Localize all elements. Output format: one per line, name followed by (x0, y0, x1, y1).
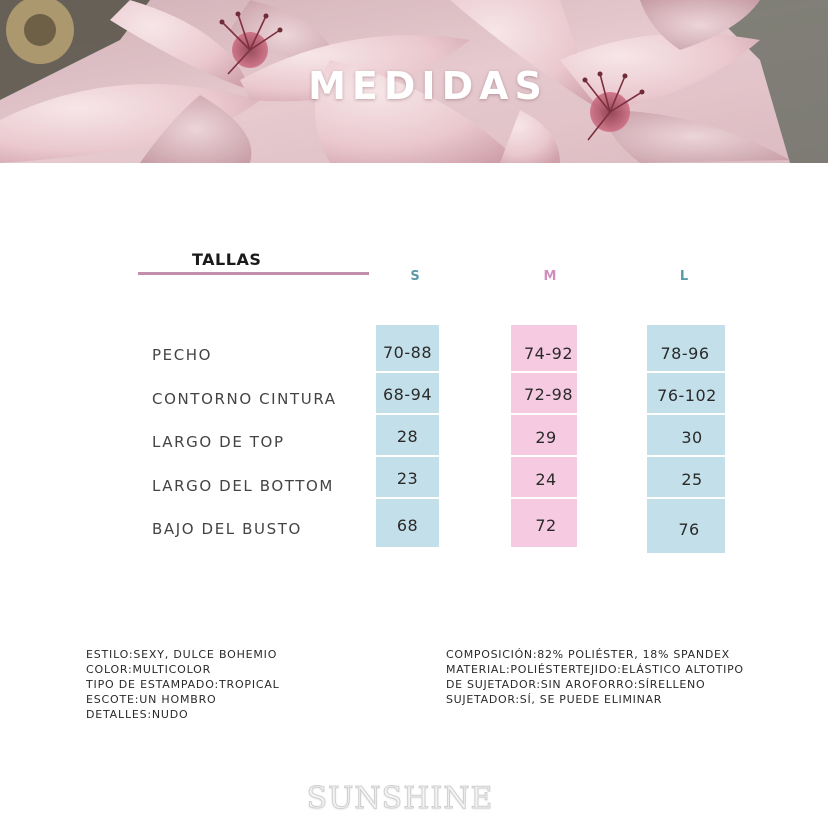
detail-composicion: COMPOSICIÓN:82% POLIÉSTER, 18% SPANDEX (446, 648, 730, 661)
cell-bottom-m: 24 (535, 470, 557, 489)
details-left (86, 647, 280, 722)
detail-color: COLOR:MULTICOLOR (86, 663, 212, 676)
detail-escote: ESCOTE:UN HOMBRO (86, 693, 217, 706)
cell-cintura-m: 72-98 (524, 385, 573, 404)
title-underline (138, 272, 369, 275)
size-header-l: L (679, 269, 689, 284)
cell-busto-l: 76 (678, 520, 700, 539)
detail-estampado: TIPO DE ESTAMPADO:TROPICAL (86, 678, 280, 691)
size-header-s: S (410, 269, 420, 284)
page-title: MEDIDAS (308, 64, 548, 108)
brand-watermark: SUNSHINE (306, 781, 494, 816)
cell-bottom-l: 25 (681, 470, 703, 489)
row-label-bajo-busto: BAJO DEL BUSTO (152, 520, 302, 538)
cell-top-m: 29 (535, 428, 557, 447)
cell-top-s: 28 (396, 427, 419, 446)
detail-sujetador-tipo: DE SUJETADOR:SIN AROFORRO:SÍRELLENO (446, 678, 706, 691)
detail-estilo: ESTILO:SEXY, DULCE BOHEMIO (86, 648, 278, 661)
row-label-contorno-cintura: CONTORNO CINTURA (152, 390, 337, 408)
cell-cintura-s: 68-94 (383, 385, 432, 404)
details-right (446, 647, 744, 707)
cell-pecho-s: 70-88 (383, 343, 432, 362)
detail-detalles: DETALLES:NUDO (86, 708, 189, 721)
cell-top-l: 30 (681, 428, 703, 447)
size-header-m: M (543, 269, 557, 284)
header-banner (0, 0, 828, 163)
cell-pecho-m: 74-92 (524, 344, 573, 363)
cell-cintura-l: 76-102 (657, 386, 717, 405)
cell-busto-m: 72 (535, 516, 557, 535)
table-title: TALLAS (192, 250, 262, 269)
cell-bottom-s: 23 (396, 469, 419, 488)
detail-sujetador: SUJETADOR:SÍ, SE PUEDE ELIMINAR (446, 693, 663, 706)
cell-busto-s: 68 (396, 516, 419, 535)
row-label-largo-bottom: LARGO DEL BOTTOM (152, 477, 334, 495)
row-label-largo-top: LARGO DE TOP (152, 433, 285, 451)
detail-material: MATERIAL:POLIÉSTERTEJIDO:ELÁSTICO ALTOTIPO (446, 663, 744, 676)
cell-pecho-l: 78-96 (660, 344, 710, 363)
row-label-pecho: PECHO (152, 346, 213, 364)
